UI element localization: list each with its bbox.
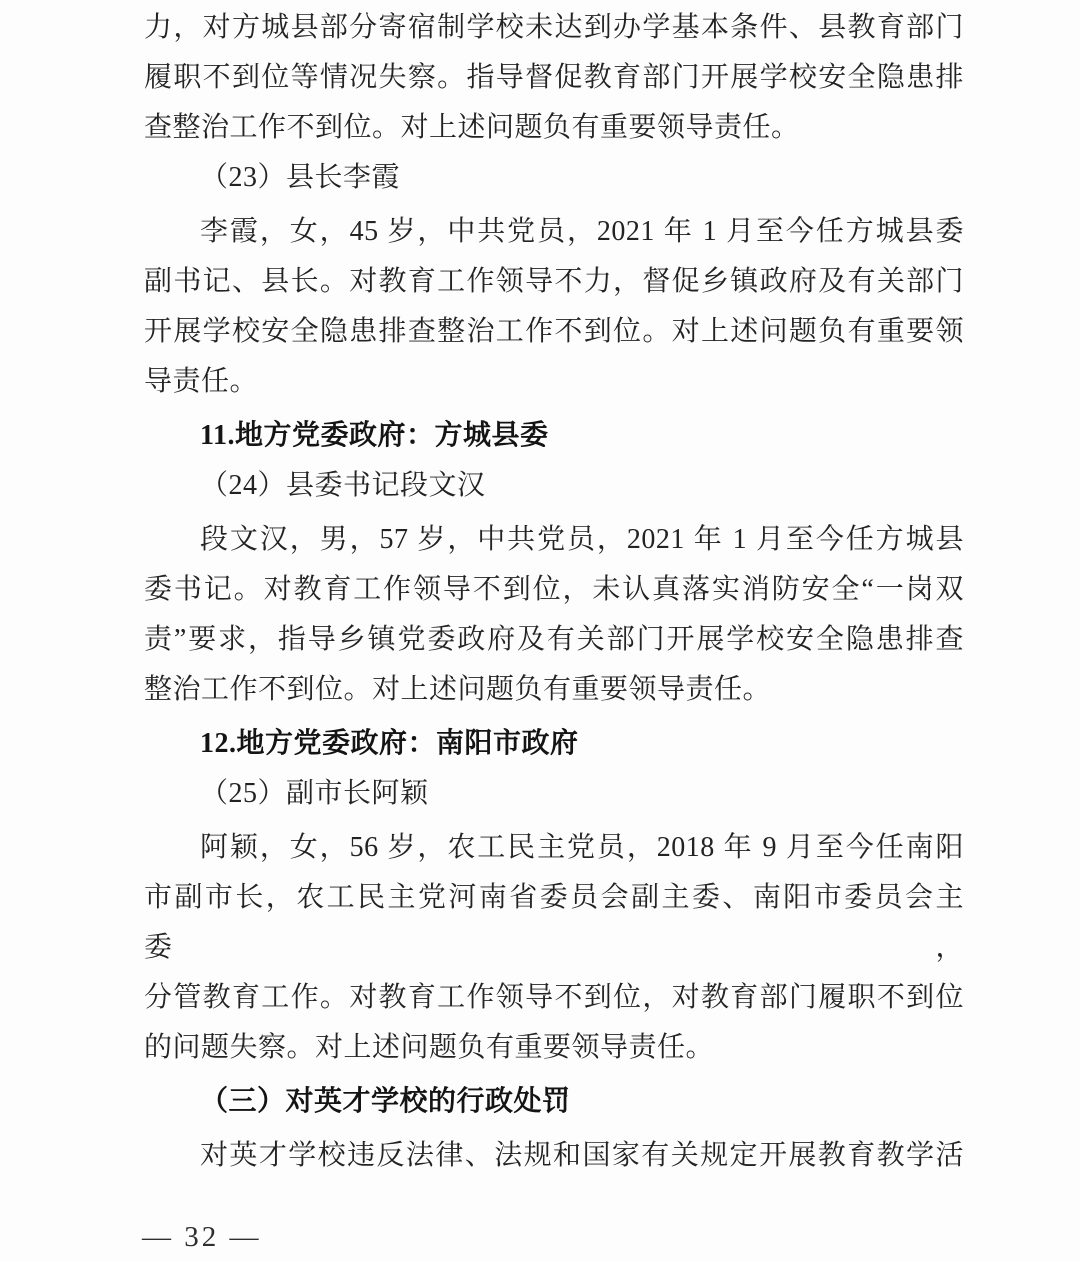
text-line: 11.地方党委政府：方城县委	[200, 420, 549, 451]
heading-12-local-party-nanyang-city-government	[144, 719, 964, 769]
text-line: （三）对英才学校的行政处罚	[200, 1086, 571, 1117]
text-line: （25）副市长阿颖	[200, 778, 429, 809]
text-line: 段文汉，男，57 岁，中共党员，2021 年 1 月至今任方城县	[200, 524, 964, 555]
text-line: 副书记、县长。对教育工作领导不力，督促乡镇政府及有关部门	[144, 266, 964, 297]
text-line: 的问题失察。对上述问题负有重要领导责任。	[144, 1032, 715, 1063]
text-line: 履职不到位等情况失察。指导督促教育部门开展学校安全隐患排	[144, 62, 964, 93]
heading-3-administrative-penalty-yingcai-school	[144, 1077, 964, 1127]
heading-11-local-party-fangcheng-county-committee	[144, 411, 964, 461]
text-line: 阿颖，女，56 岁，农工民主党员，2018 年 9 月至今任南阳	[200, 832, 964, 863]
text-line: 责”要求，指导乡镇党委政府及有关部门开展学校安全隐患排查	[144, 624, 964, 655]
text-line: 整治工作不到位。对上述问题负有重要领导责任。	[144, 674, 772, 705]
text-line: 委书记。对教育工作领导不到位，未认真落实消防安全“一岗双	[144, 574, 964, 605]
item-25-vice-mayor-a-ying	[144, 769, 964, 819]
paragraph-li-xia-bio	[144, 207, 964, 407]
text-line: 导责任。	[144, 366, 259, 397]
paragraph-a-ying-bio	[144, 823, 964, 1073]
item-24-secretary-duan-wenhan	[144, 461, 964, 511]
item-23-county-head-li-xia	[144, 153, 964, 203]
text-line: 力，对方城县部分寄宿制学校未达到办学基本条件、县教育部门	[144, 12, 964, 43]
page-number: — 32 —	[142, 1221, 262, 1253]
text-line: 分管教育工作。对教育工作领导不到位，对教育部门履职不到位	[144, 982, 964, 1013]
text-line: 对英才学校违反法律、法规和国家有关规定开展教育教学活	[200, 1140, 964, 1171]
text-line: 开展学校安全隐患排查整治工作不到位。对上述问题负有重要领	[144, 316, 964, 347]
paragraph-yingcai-school-violations	[144, 1131, 964, 1181]
text-line: 市副市长，农工民主党河南省委员会副主委、南阳市委员会主委，	[144, 882, 964, 963]
text-line: （24）县委书记段文汉	[200, 470, 486, 501]
text-line: （23）县长李霞	[200, 162, 401, 193]
document-body	[144, 3, 964, 1181]
text-line: 李霞，女，45 岁，中共党员，2021 年 1 月至今任方城县委	[200, 216, 964, 247]
text-line: 12.地方党委政府：南阳市政府	[200, 728, 579, 759]
paragraph-duan-wenhan-bio	[144, 515, 964, 715]
text-line: 查整治工作不到位。对上述问题负有重要领导责任。	[144, 112, 800, 143]
paragraph-continuation-oversight-failures	[144, 3, 964, 153]
